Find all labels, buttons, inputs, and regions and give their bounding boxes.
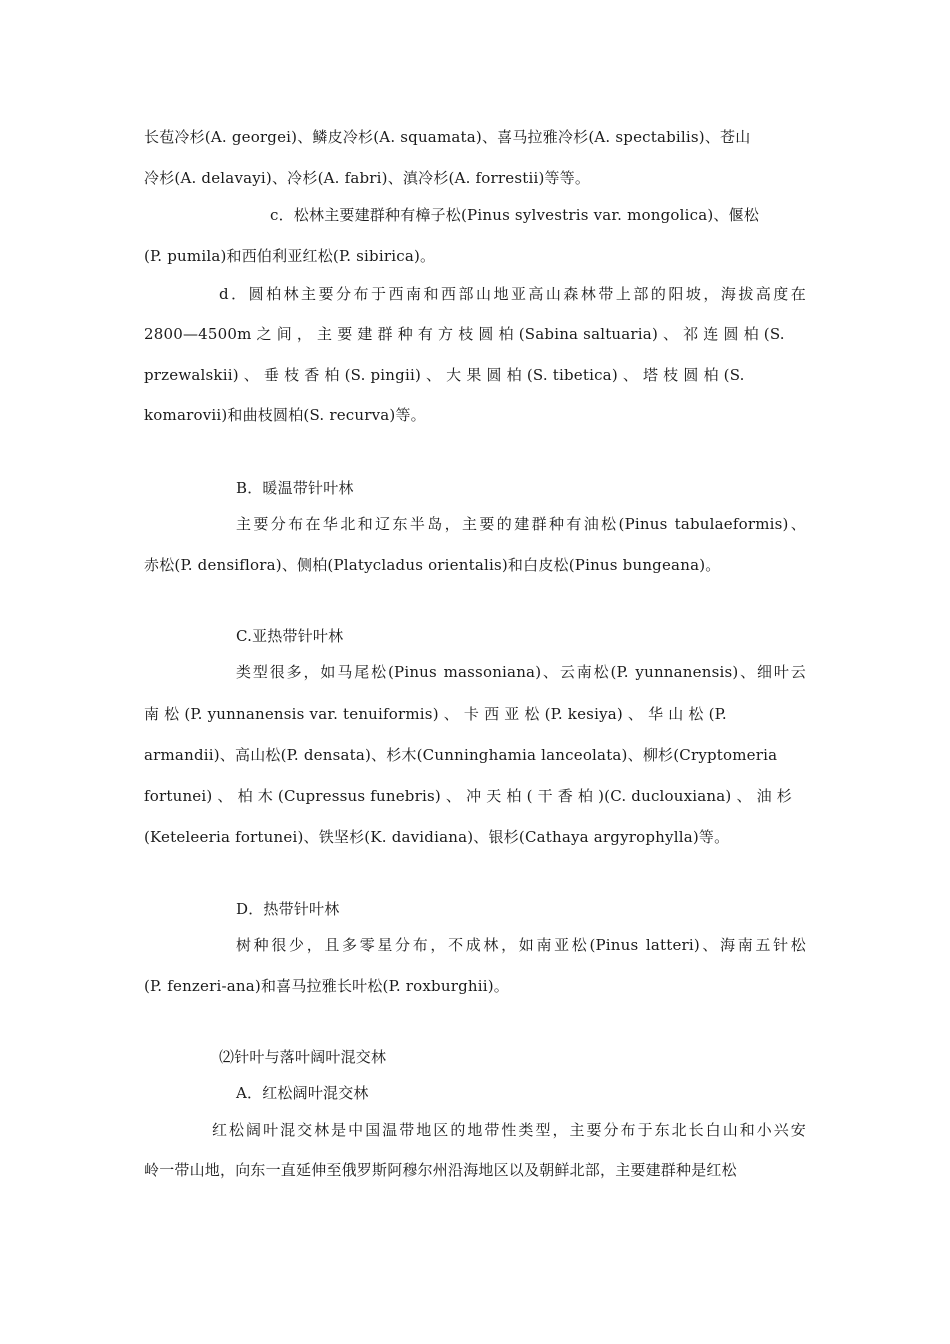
text-line: 南 松 (P. yunnanensis var. tenuiformis) 、 卡 西 亚 松 (P. kesiya) 、 华 山 松 (P. [144, 705, 727, 723]
text-line: fortunei) 、 柏 木 (Cupressus funebris) 、 冲 天 柏 ( 干 香 柏 )(C. duclouxiana) 、 油 杉 [144, 787, 792, 805]
text-line: 冷杉(A. delavayi)、冷杉(A. fabri)、滇冷杉(A. forrestii)等等。 [144, 169, 591, 187]
text-line: 岭一带山地，向东一直延伸至俄罗斯阿穆尔州沿海地区以及朝鲜北部，主要建群种是红松 [144, 1161, 737, 1179]
section-heading: C.亚热带针叶林 [236, 627, 344, 645]
text-line: 赤松(P. densiflora)、侧柏(Platycladus orientalis)和白皮松(Pinus bungeana)。 [144, 556, 721, 574]
text-line: armandii)、高山松(P. densata)、杉木(Cunninghamia lanceolata)、柳杉(Cryptomeria [144, 746, 778, 764]
text-line: komarovii)和曲枝圆柏(S. recurva)等。 [144, 406, 426, 424]
section-heading: A．红松阔叶混交林 [236, 1084, 369, 1102]
section-heading: ⑵针叶与落叶阔叶混交林 [219, 1048, 387, 1066]
text-line: 长苞冷杉(A. georgei)、鳞皮冷杉(A. squamata)、喜马拉雅冷杉(A. spectabilis)、苍山 [144, 128, 751, 146]
text-line: 树种很少，且多零星分布，不成林，如南亚松(Pinus latteri)、海南五针松 [236, 936, 806, 954]
section-heading: D．热带针叶林 [236, 900, 340, 918]
text-line: (P. fenzeri-ana)和喜马拉雅长叶松(P. roxburghii)。 [144, 977, 509, 995]
text-line: d．圆柏林主要分布于西南和西部山地亚高山森林带上部的阳坡，海拔高度在 [219, 285, 806, 303]
text-line: przewalskii) 、 垂 枝 香 柏 (S. pingii) 、 大 果 圆 柏 (S. tibetica) 、 塔 枝 圆 柏 (S. [144, 366, 745, 384]
text-line: 2800—4500m 之 间 ， 主 要 建 群 种 有 方 枝 圆 柏 (Sabina saltuaria) 、 祁 连 圆 柏 (S. [144, 325, 785, 343]
section-heading: B．暖温带针叶林 [236, 479, 354, 497]
text-line: 类型很多，如马尾松(Pinus massoniana)、云南松(P. yunnanensis)、细叶云 [236, 663, 806, 681]
text-line: 红松阔叶混交林是中国温带地区的地带性类型，主要分布于东北长白山和小兴安 [212, 1121, 806, 1139]
text-line: 主要分布在华北和辽东半岛，主要的建群种有油松(Pinus tabulaeformis)、 [236, 515, 806, 533]
text-line: (Keteleeria fortunei)、铁坚杉(K. davidiana)、银杉(Cathaya argyrophylla)等。 [144, 828, 730, 846]
text-line: (P. pumila)和西伯利亚红松(P. sibirica)。 [144, 247, 436, 265]
text-line: c．松林主要建群种有樟子松(Pinus sylvestris var. mongolica)、偃松 [270, 206, 760, 224]
